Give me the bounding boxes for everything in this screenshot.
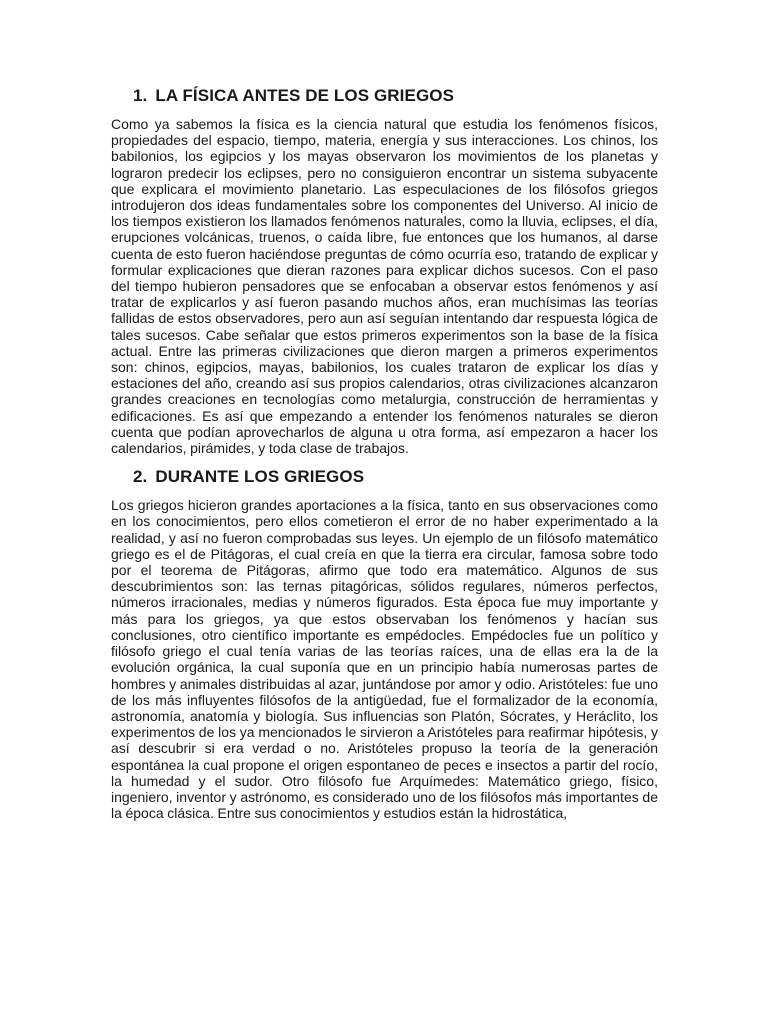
document-page [111, 86, 658, 821]
section-title: LA FÍSICA ANTES DE LOS GRIEGOS [155, 86, 455, 105]
section-number: 2. [133, 467, 148, 487]
section-title: DURANTE LOS GRIEGOS [155, 467, 365, 487]
section-heading [133, 86, 658, 106]
section-heading [133, 467, 658, 487]
section-fisica-antes-griegos [111, 86, 658, 456]
section-durante-griegos [111, 467, 658, 821]
section-paragraph: Como ya sabemos la física es la ciencia natural que estudia los fenómenos físicos, propiedades del espacio, tiempo, materia, energía y sus interacciones. Los chinos, los babilonios, los egipcios y los mayas observaron los movimientos de los planetas y lograron predecir los eclipses, pero no consiguieron encontrar un sistema subyacente que explicara el movimiento planetario. Las especulaciones de los filósofos griegos introdujeron dos ideas fundamentales sobre los componentes del Universo. Al inicio de los tiempos existieron los llamados fenómenos naturales, como la lluvia, eclipses, el día, erupciones volcánicas, truenos, o caída libre, fue entonces que los humanos, al darse cuenta de esto fueron haciéndose preguntas de cómo ocurría eso, tratando de explicar y formular explicaciones que dieran razones para explicar dichos sucesos. Con el paso del tiempo hubieron pensadores que se enfocaban a observar estos fenómenos y así tratar de explicarlos y así fueron pasando muchos años, eran muchísimas las teorías fallidas de estos observadores, pero aun así seguían intentando dar respuesta lógica de tales sucesos. Cabe señalar que estos primeros experimentos son la base de la física actual. Entre las primeras civilizaciones que dieron margen a primeros experimentos son: chinos, egipcios, mayas, babilonios, los cuales trataron de explicar los días y estaciones del año, creando así sus propios calendarios, otras civilizaciones alcanzaron grandes creaciones en tecnologías como metalurgia, construcción de herramientas y edificaciones. Es así que empezando a entender los fenómenos naturales se dieron cuenta que podían aprovecharlos de alguna u otra forma, así empezaron a hacer los calendarios, pirámides, y toda clase de trabajos. [111, 116, 658, 457]
section-paragraph: Los griegos hicieron grandes aportaciones a la física, tanto en sus observaciones como en los conocimientos, pero ellos cometieron el error de no haber experimentado a la realidad, y así no fueron comprobadas sus leyes. Un ejemplo de un filósofo matemático griego es el de Pitágoras, el cual creía en que la tierra era circular, famosa sobre todo por el teorema de Pitágoras, afirmo que todo era matemático. Algunos de sus descubrimientos son: las ternas pitagóricas, sólidos regulares, números perfectos, números irracionales, medias y números figurados. Esta época fue muy importante y más para los griegos, ya que estos observaban los fenómenos y hacían sus conclusiones, otro científico importante es empédocles. Empédocles fue un político y filósofo griego el cual tenía varias de las teorías raíces, una de ellas era la de la evolución orgánica, la cual suponía que en un principio había numerosas partes de hombres y animales distribuidas al azar, juntándose por amor y odio. Aristóteles: fue uno de los más influyentes filósofos de la antigüedad, fue el formalizador de la economía, astronomía, anatomía y biología. Sus influencias son Platón, Sócrates, y Heráclito, los experimentos de los ya mencionados le sirvieron a Aristóteles para reafirmar hipótesis, y así descubrir si era verdad o no. Aristóteles propuso la teoría de la generación espontánea la cual propone el origen espontaneo de peces e insectos a partir del rocío, la humedad y el sudor. Otro filósofo fue Arquímedes: Matemático griego, físico, ingeniero, inventor y astrónomo, es considerado uno de los filósofos más importantes de la época clásica. Entre sus conocimientos y estudios están la hidrostática, [111, 497, 658, 822]
section-number: 1. [133, 86, 148, 105]
